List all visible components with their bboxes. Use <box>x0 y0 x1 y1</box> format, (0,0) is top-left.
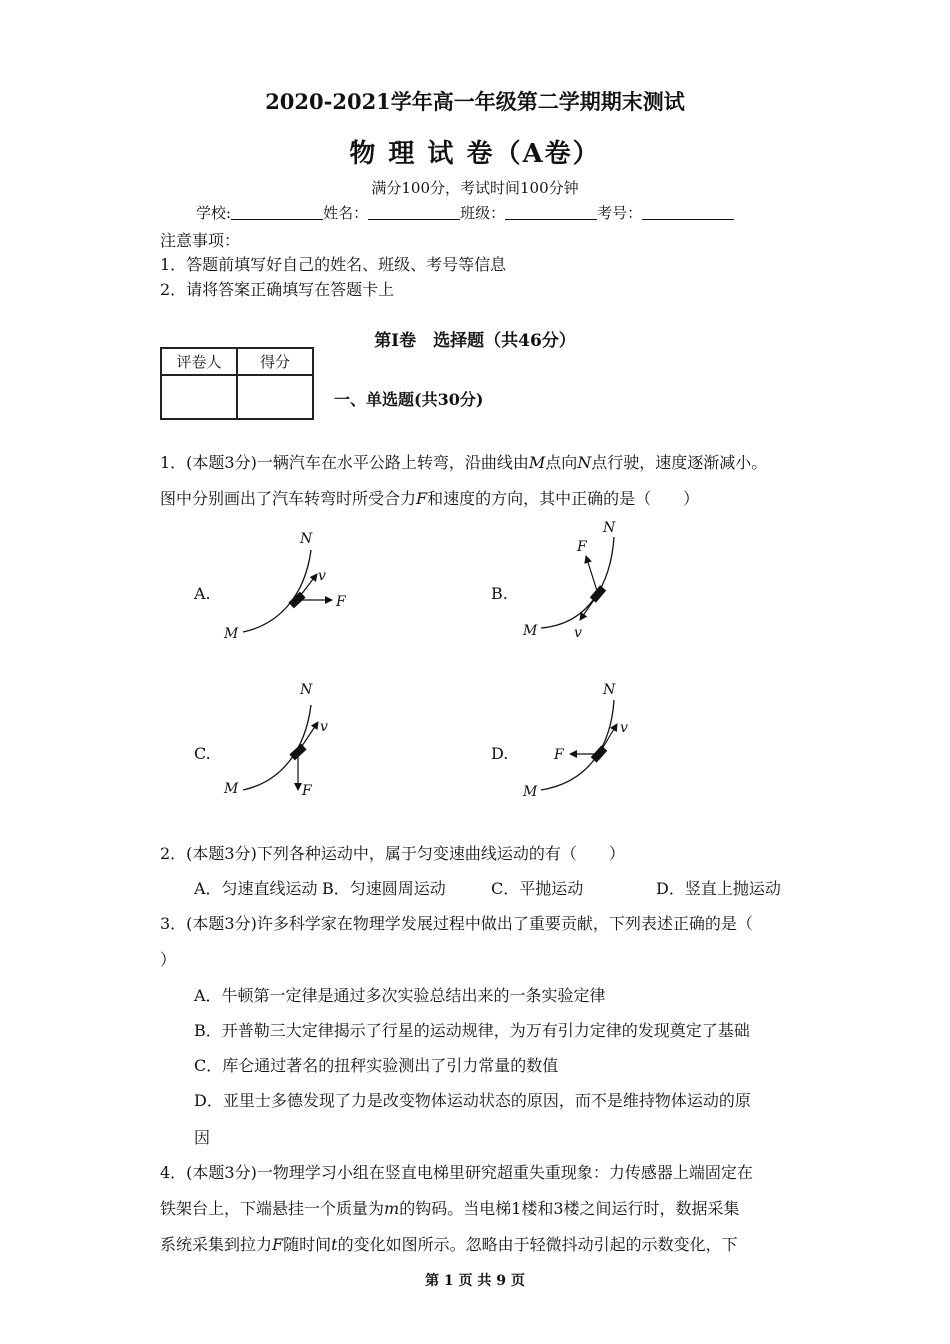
q2-option-b: B．匀速圆周运动 <box>322 879 446 898</box>
q4-stem-line3: 系统采集到拉力F随时间t的变化如图所示。忽略由于轻微抖动引起的示数变化，下 <box>160 1235 738 1254</box>
force-label: F <box>554 747 564 763</box>
option-b-label: B. <box>491 584 508 603</box>
point-n-label: N <box>603 520 616 536</box>
force-label: F <box>577 539 587 555</box>
figure-c <box>223 682 328 799</box>
q3-option-d-cont: 因 <box>194 1128 211 1147</box>
school-label: 学校: <box>196 204 232 222</box>
subsection-title: 一、单选题(共30分) <box>334 390 484 409</box>
figure-b <box>522 520 616 641</box>
page-footer: 第 1 页 共 9 页 <box>425 1273 525 1289</box>
q2-option-a: A．匀速直线运动 <box>194 879 318 898</box>
velocity-label: v <box>318 568 326 584</box>
name-label: 姓名： <box>323 204 369 222</box>
force-label: F <box>302 783 312 799</box>
point-n-label: N <box>300 682 313 698</box>
notes-heading: 注意事项： <box>160 231 241 250</box>
q3-option-d: D．亚里士多德发现了力是改变物体运动状态的原因，而不是维持物体运动的原 <box>194 1091 751 1110</box>
force-label: F <box>336 594 346 610</box>
section-title: 第I卷 选择题（共46分） <box>374 331 576 351</box>
q2-option-c: C．平抛运动 <box>491 879 584 898</box>
q3-option-b: B．开普勒三大定律揭示了行星的运动规律，为万有引力定律的发现奠定了基础 <box>194 1021 750 1040</box>
point-m-label: M <box>523 784 538 800</box>
class-label: 班级： <box>460 204 506 222</box>
q1-stem-line2: 图中分别画出了汽车转弯时所受合力F和速度的方向，其中正确的是（ ） <box>160 489 700 508</box>
option-a-label: A. <box>194 584 211 603</box>
velocity-arrow <box>599 724 617 754</box>
figure-a <box>223 531 347 642</box>
number-label: 考号： <box>597 204 643 222</box>
q2-stem: 2．(本题3分)下列各种运动中，属于匀变速曲线运动的有（ ） <box>160 844 625 863</box>
option-c-label: C. <box>194 744 211 763</box>
trajectory-curve <box>243 550 311 632</box>
exam-info: 满分100分，考试时间100分钟 <box>371 179 579 197</box>
q3-option-c: C．库仑通过著名的扭秤实验测出了引力常量的数值 <box>194 1056 559 1075</box>
velocity-label: v <box>620 720 628 736</box>
point-m-label: M <box>523 623 538 639</box>
q3-stem-line1: 3．(本题3分)许多科学家在物理学发展过程中做出了重要贡献，下列表述正确的是（ <box>160 914 753 933</box>
note-item: 2．请将答案正确填写在答题卡上 <box>160 280 395 299</box>
paper-title: 物 理 试 卷（A卷） <box>349 139 601 169</box>
q3-stem-line2: ） <box>160 950 177 969</box>
point-m-label: M <box>224 781 239 797</box>
option-d-label: D. <box>491 744 509 763</box>
velocity-arrow <box>580 594 598 620</box>
grader-label: 评卷人 <box>161 348 237 375</box>
note-item: 1．答题前填写好自己的姓名、班级、考号等信息 <box>160 255 507 274</box>
force-arrow <box>586 556 598 594</box>
point-m-label: M <box>224 626 239 642</box>
q4-stem-line1: 4．(本题3分)一物理学习小组在竖直电梯里研究超重失重现象：力传感器上端固定在 <box>160 1163 753 1182</box>
velocity-label: v <box>320 719 328 735</box>
trajectory-curve <box>541 700 614 790</box>
exam-title: 2020-2021学年高一年级第二学期期末测试 <box>265 89 685 114</box>
q4-stem-line2: 铁架台上，下端悬挂一个质量为m的钩码。当电梯1楼和3楼之间运行时，数据采集 <box>160 1199 740 1218</box>
q3-option-a: A．牛顿第一定律是通过多次实验总结出来的一条实验定律 <box>194 986 606 1005</box>
score-label: 得分 <box>237 348 313 375</box>
velocity-arrow <box>298 722 318 752</box>
q2-option-d: D．竖直上抛运动 <box>656 879 781 898</box>
figure-d <box>522 682 628 800</box>
q1-stem-line1: 1．(本题3分)一辆汽车在水平公路上转弯，沿曲线由M点向N点行驶，速度逐渐减小。 <box>160 453 768 472</box>
velocity-label: v <box>574 625 582 641</box>
point-n-label: N <box>300 531 313 547</box>
point-n-label: N <box>603 682 616 698</box>
